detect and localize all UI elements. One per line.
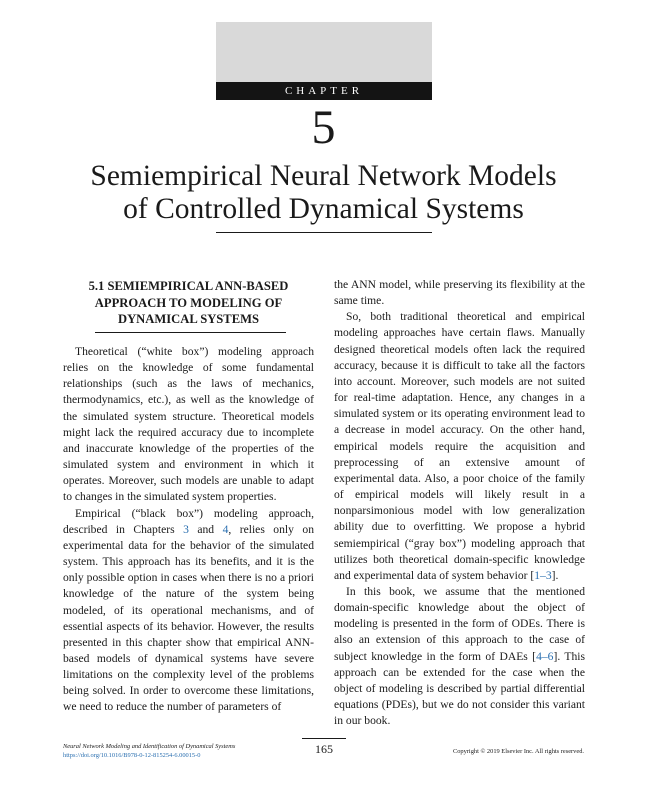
page-number-rule xyxy=(302,738,346,739)
paragraph-odes xyxy=(334,584,585,729)
doi-link[interactable]: https://doi.org/10.1016/B978-0-12-815254-6.00015-0 xyxy=(63,752,201,759)
page-number: 165 xyxy=(315,742,333,756)
section-heading-line-1 xyxy=(63,278,314,295)
book-title: Neural Network Modeling and Identification of Dynamical Systems xyxy=(63,743,236,750)
text-run: ]. This approach can be extended for the case when the object of modeling is described by partial differential equations (PDEs), but we do not consider this variant in our book. xyxy=(334,649,586,728)
text-run: ]. xyxy=(551,568,559,582)
left-column xyxy=(63,344,314,716)
footer-citation xyxy=(63,742,235,760)
chapter-3-link[interactable]: 3 xyxy=(183,522,189,536)
text-run: In this book, we assume that the mentioned domain-specific knowledge about the object of modeling is presented in the form of ODEs. There is also an extension of this approach to the case of subject knowledge in the form of DAEs [ xyxy=(334,584,585,663)
chapter-title-line-2: of Controlled Dynamical Systems xyxy=(123,193,524,225)
paragraph-white-box: Theoretical (“white box”) modeling approach relies on the knowledge of some fundamental relationships (such as the laws of mechanics, thermodynamics, etc.), as well as the knowledge of the simulated system structure. Theoretical models might lack the required accuracy due to incomplete and inaccurate knowledge of the properties of the simulated system and environment in which it operates. Moreover, such models are unable to adapt to changes in the simulated system properties. xyxy=(63,345,314,504)
paragraph-continued: the ANN model, while preserving its flexibility at the same time. xyxy=(334,278,585,308)
section-title-line-3: DYNAMICAL SYSTEMS xyxy=(117,312,259,326)
section-number: 5.1 xyxy=(88,279,105,293)
paragraph-black-box xyxy=(63,506,314,716)
chapter-4-link[interactable]: 4 xyxy=(222,522,229,536)
section-heading xyxy=(63,278,314,328)
text-run: , relies only on experimental data for the behavior of the simulated system. This approach has its benefits, and it is the only possible option in cases when there is no a priori knowledge of the nature of the system being modeled, of its operational mechanisms, and of essential aspects of its behavior. However, the results presented in this chapter show that empirical ANN-based models of dynamical systems have severe limitations on the complexity level of the problems being solved. In order to overcome these limitations, we need to reduce the number of parameters of xyxy=(63,522,314,714)
chapter-number: 5 xyxy=(311,101,336,154)
section-title-line-2: APPROACH TO MODELING OF xyxy=(94,295,283,310)
reference-1-3-link[interactable]: 1–3 xyxy=(534,568,552,582)
chapter-header-band xyxy=(216,22,432,82)
text-run: and xyxy=(188,522,223,536)
reference-4-6-link[interactable]: 4–6 xyxy=(536,649,554,663)
chapter-label: CHAPTER xyxy=(216,82,432,100)
copyright-notice: Copyright © 2019 Elsevier Inc. All rights reserved. xyxy=(452,748,584,755)
right-column xyxy=(334,277,585,729)
text-run: So, both traditional theoretical and empirical modeling approaches have certain flaws. Manually designed theoretical models often lack the required accuracy, because it is difficult to take all the factors into account. Moreover, such models are not suited for real-time adaptation. Hence, any changes in a simulated system or its operating environment lead to a decrease in model accuracy. On the other hand, empirical models require the acquisition and preprocessing of an extensive amount of experimental data. Also, a poor choice of the family of empirical models will likely result in a nonparsimonious model with low generalization ability due to overfitting. We propose a hybrid semiempirical (“gray box”) modeling approach that utilizes both theoretical domain-specific knowledge and experimental data of system behavior [ xyxy=(334,310,585,582)
title-divider xyxy=(216,232,432,233)
text-run: Empirical (“black box”) modeling approach, described in Chapters xyxy=(63,506,314,536)
section-divider xyxy=(95,332,286,333)
paragraph-gray-box xyxy=(334,309,585,584)
chapter-title xyxy=(40,160,607,226)
chapter-title-line-1: Semiempirical Neural Network Models xyxy=(90,160,557,192)
section-title-line-1: SEMIEMPIRICAL ANN-BASED xyxy=(107,279,289,293)
